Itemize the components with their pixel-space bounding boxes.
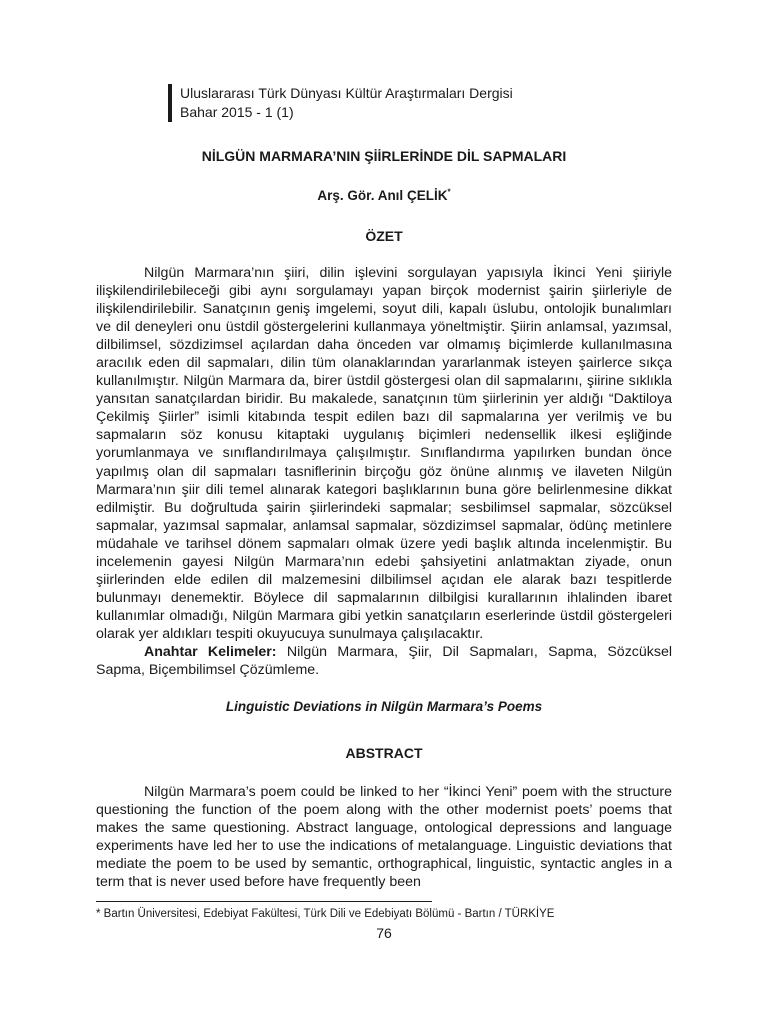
- english-title: Linguistic Deviations in Nilgün Marmara’s Poems: [225, 699, 543, 714]
- footnote: * Bartın Üniversitesi, Edebiyat Fakültesi, Türk Dili ve Edebiyatı Bölümü - Bartın / TÜRKİYE: [96, 908, 555, 920]
- page-number: 76: [376, 925, 392, 941]
- ozet-section: [96, 264, 672, 679]
- abstract-section: [96, 783, 672, 891]
- journal-header: [168, 84, 513, 122]
- ozet-heading: ÖZET: [365, 228, 403, 244]
- author-name: Arş. Gör. Anıl ÇELİK: [317, 188, 448, 203]
- abstract-heading: ABSTRACT: [345, 745, 423, 761]
- keywords-label: Anahtar Kelimeler:: [144, 643, 277, 660]
- author-footnote-mark: *: [447, 187, 451, 197]
- footnote-divider: [96, 901, 432, 902]
- article-title: NİLGÜN MARMARA’NIN ŞİİRLERİNDE DİL SAPMALARI: [201, 148, 567, 164]
- keywords-paragraph: [96, 643, 672, 679]
- ozet-paragraph: Nilgün Marmara’nın şiiri, dilin işlevini sorgulayan yapısıyla İkinci Yeni şiiriyle ilişkilendirilebileceği gibi aynı sorgulamayı yapan birçok modernist şairin şiirleriyle de ilişkilendirilebilir. Sanatçının geniş imgelemi, soyut dili, kapalı üslubu, ontolojik bunalımları ve dil deneyleri onu üstdil göstergelerini kullanmaya yöneltmiştir. Şiirin anlamsal, yazımsal, dilbilimsel, sözdizimsel açılardan daha önceden var olmamış biçimlerde kullanılmasına aracılık eden dil sapmaları, dilin tüm olanaklarından yararlanmak isteyen şairlerce sıkça kullanılmıştır. Nilgün Marmara da, birer üstdil göstergesi olan dil sapmalarını, şiirine sıklıkla yansıtan sanatçılardan biridir. Bu makalede, sanatçının tüm şiirlerinin yer aldığı “Daktiloya Çekilmiş Şiirler” isimli kitabında tespit edilen bazı dil sapmalarına yer verilmiş ve bu sapmaların söz konusu kitaptaki uygulanış biçimleri nedensellik ilkesi eşliğinde yorumlanmaya ve sınıflandırılmaya çalışılmıştır. Sınıflandırma yapılırken bundan önce yapılmış olan dil sapmaları tasniflerinin birçoğu göz önüne alınmış ve ilaveten Nilgün Marmara’nın şiir dili temel alınarak kategori başlıklarının buna göre belirlenmesine dikkat edilmiştir. Bu doğrultuda şairin şiirlerindeki sapmalar; sesbilimsel sapmalar, sözcüksel sapmalar, yazımsal sapmalar, anlamsal sapmalar, sözdizimsel sapmalar, ödünç metinlere müdahale ve tarihsel dönem sapmaları olmak üzere yedi başlık altında incelenmiştir. Bu incelemenin gayesi Nilgün Marmara’nın edebi şahsiyetini anlatmaktan ziyade, onun şiirlerinden elde edilen dil malzemesini dilbilimsel açıdan ele alarak bazı tespitlerde bulunmayı denemektir. Böylece dil sapmalarının dilbilgisi kurallarının ihlalinden ibaret kullanımlar olmadığı, Nilgün Marmara gibi yetkin sanatçıların eserlerinde üstdil göstergeleri olarak yer aldıkları tespiti okuyucuya sunulmaya çalışılacaktır.: [96, 265, 672, 642]
- journal-issue: Bahar 2015 - 1 (1): [180, 104, 294, 120]
- journal-name: Uluslararası Türk Dünyası Kültür Araştırmaları Dergisi: [180, 85, 513, 101]
- keywords-list: Nilgün Marmara, Şiir, Dil Sapmaları, Sapma, Sözcüksel Sapma, Biçembilimsel Çözümleme.: [96, 643, 672, 679]
- abstract-paragraph: Nilgün Marmara’s poem could be linked to her “İkinci Yeni” poem with the structure questioning the function of the poem along with the other modernist poets’ poems that makes the same questioning. Abstract language, ontological depressions and language experiments have led her to use the indications of metalanguage. Linguistic deviations that mediate the poem to be used by semantic, orthographical, linguistic, syntactic angles in a term that is never used before have frequently been: [96, 784, 672, 891]
- article-author: [96, 188, 672, 203]
